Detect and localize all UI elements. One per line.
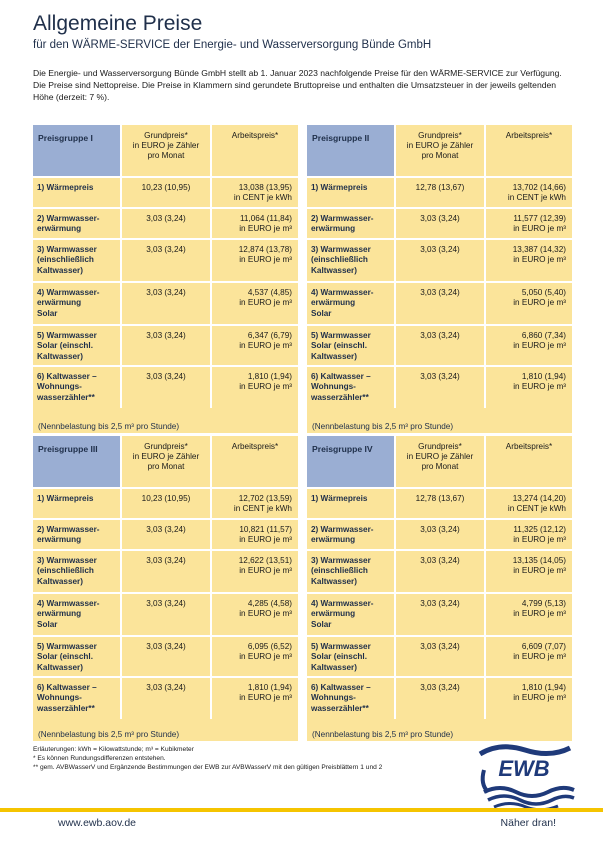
grundpreis-value: 3,03 (3,24) xyxy=(121,550,211,593)
price-table xyxy=(33,125,298,408)
table-row xyxy=(33,208,298,239)
table-row xyxy=(307,177,572,208)
table-row xyxy=(33,366,298,408)
footnotes xyxy=(33,745,382,772)
grundpreis-value: 3,03 (3,24) xyxy=(121,282,211,325)
column-header-grundpreis: Grundpreis* in EURO je Zähler pro Monat xyxy=(121,436,211,488)
arbeitspreis-value: 11,577 (12,39) in EURO je m³ xyxy=(485,208,572,239)
grundpreis-value: 3,03 (3,24) xyxy=(121,636,211,677)
arbeitspreis-value: 13,702 (14,66) in CENT je kWh xyxy=(485,177,572,208)
column-header-arbeitspreis: Arbeitspreis* xyxy=(211,125,298,177)
row-label: 4) Warmwasser- erwärmung Solar xyxy=(33,593,121,636)
table-header-row xyxy=(33,436,298,488)
ewb-logo-icon xyxy=(470,740,580,812)
table-row xyxy=(307,488,572,519)
arbeitspreis-value: 12,622 (13,51) in EURO je m³ xyxy=(211,550,298,593)
arbeitspreis-value: 1,810 (1,94) in EURO je m³ xyxy=(239,683,292,703)
arbeitspreis-value: 4,799 (5,13) in EURO je m³ xyxy=(485,593,572,636)
grundpreis-value: 3,03 (3,24) xyxy=(121,208,211,239)
grundpreis-value: 3,03 (3,24) xyxy=(395,550,485,593)
footnote-avbwasserv: ** gem. AVBWasserV und Ergänzende Bestimmungen der EWB zur AVBWasserV mit den gültigen Preisblättern 1 und 2 xyxy=(33,764,383,771)
arbeitspreis-value: 6,095 (6,52) in EURO je m³ xyxy=(211,636,298,677)
row-label: 2) Warmwasser- erwärmung xyxy=(33,208,121,239)
row-label: 1) Wärmepreis xyxy=(33,177,121,208)
table-row xyxy=(33,325,298,366)
arbeitspreis-value: 1,810 (1,94) in EURO je m³ xyxy=(513,372,566,392)
row-label: 1) Wärmepreis xyxy=(33,488,121,519)
table-row xyxy=(33,593,298,636)
row-label: 3) Warmwasser (einschließlich Kaltwasser) xyxy=(33,550,121,593)
arbeitspreis-value: 12,702 (13,59) in CENT je kWh xyxy=(211,488,298,519)
arbeitspreis-value: 6,347 (6,79) in EURO je m³ xyxy=(211,325,298,366)
table-row xyxy=(33,177,298,208)
row-label: 2) Warmwasser- erwärmung xyxy=(33,519,121,550)
price-group-name: Preisgruppe II xyxy=(307,125,395,177)
grundpreis-value: 3,03 (3,24) xyxy=(395,519,485,550)
price-group-4 xyxy=(307,436,572,741)
arbeitspreis-value: 10,821 (11,57) in EURO je m³ xyxy=(211,519,298,550)
column-header-arbeitspreis: Arbeitspreis* xyxy=(211,436,298,488)
table-row xyxy=(33,488,298,519)
table-row xyxy=(307,519,572,550)
nennbelastung-note: (Nennbelastung bis 2,5 m³ pro Stunde) xyxy=(38,730,180,739)
grundpreis-value: 12,78 (13,67) xyxy=(395,177,485,208)
website-link[interactable]: www.ewb.aov.de xyxy=(58,817,137,829)
grundpreis-value: 12,78 (13,67) xyxy=(395,488,485,519)
price-group-name: Preisgruppe III xyxy=(33,436,121,488)
price-group-name: Preisgruppe I xyxy=(33,125,121,177)
slogan: Näher dran! xyxy=(500,817,556,829)
row-label: 5) Warmwasser Solar (einschl. Kaltwasser) xyxy=(33,325,121,366)
table-row xyxy=(33,282,298,325)
row-label: 5) Warmwasser Solar (einschl. Kaltwasser) xyxy=(307,325,395,366)
footer-accent-bar xyxy=(0,808,603,812)
row-label: 2) Warmwasser- erwärmung xyxy=(307,208,395,239)
price-group-3 xyxy=(33,436,298,741)
arbeitspreis-value: 6,860 (7,34) in EURO je m³ xyxy=(485,325,572,366)
row-label: 5) Warmwasser Solar (einschl. Kaltwasser) xyxy=(307,636,395,677)
price-table xyxy=(307,125,572,408)
table-row xyxy=(33,677,298,719)
grundpreis-value: 3,03 (3,24) xyxy=(395,636,485,677)
nennbelastung-note: (Nennbelastung bis 2,5 m³ pro Stunde) xyxy=(38,422,180,431)
arbeitspreis-value: 4,537 (4,85) in EURO je m³ xyxy=(211,282,298,325)
arbeitspreis-value: 11,325 (12,12) in EURO je m³ xyxy=(485,519,572,550)
price-group-1 xyxy=(33,125,298,433)
row-label: 6) Kaltwasser – Wohnungs- wasserzähler** xyxy=(33,366,121,408)
arbeitspreis-value: 6,609 (7,07) in EURO je m³ xyxy=(485,636,572,677)
nennbelastung-note: (Nennbelastung bis 2,5 m³ pro Stunde) xyxy=(312,422,454,431)
row-label: 2) Warmwasser- erwärmung xyxy=(307,519,395,550)
column-header-grundpreis: Grundpreis* in EURO je Zähler pro Monat xyxy=(395,436,485,488)
table-row xyxy=(307,677,572,719)
table-row xyxy=(33,239,298,282)
grundpreis-value: 3,03 (3,24) xyxy=(395,325,485,366)
row-label: 4) Warmwasser- erwärmung Solar xyxy=(33,282,121,325)
row-label: 5) Warmwasser Solar (einschl. Kaltwasser) xyxy=(33,636,121,677)
arbeitspreis-value: 12,874 (13,78) in EURO je m³ xyxy=(211,239,298,282)
logo-text: EWB xyxy=(498,756,550,781)
row-label: 3) Warmwasser (einschließlich Kaltwasser) xyxy=(307,239,395,282)
row-label: 6) Kaltwasser – Wohnungs- wasserzähler** xyxy=(33,677,121,719)
arbeitspreis-value: 1,810 (1,94) in EURO je m³ xyxy=(239,372,292,392)
grundpreis-value: 3,03 (3,24) xyxy=(121,519,211,550)
table-row xyxy=(33,550,298,593)
grundpreis-value: 10,23 (10,95) xyxy=(121,177,211,208)
arbeitspreis-value: 13,387 (14,32) in EURO je m³ xyxy=(485,239,572,282)
arbeitspreis-value: 13,135 (14,05) in EURO je m³ xyxy=(485,550,572,593)
grundpreis-value: 3,03 (3,24) xyxy=(395,282,485,325)
arbeitspreis-value: 5,050 (5,40) in EURO je m³ xyxy=(485,282,572,325)
grundpreis-value: 3,03 (3,24) xyxy=(121,366,211,408)
price-table xyxy=(307,436,572,719)
grundpreis-value: 3,03 (3,24) xyxy=(121,239,211,282)
column-header-arbeitspreis: Arbeitspreis* xyxy=(485,436,572,488)
table-header-row xyxy=(307,436,572,488)
intro-text: Die Energie- und Wasserversorgung Bünde GmbH stellt ab 1. Januar 2023 nachfolgende Preise für den WÄRME-SERVICE zur Verfügung. Die Preise sind Nettopreise. Die Preise in Klammern sind gerundete Bruttopreise und enthalten die Umsatzsteuer in der jeweils geltenden Höhe (derzeit: 7 %). xyxy=(33,68,562,103)
grundpreis-value: 3,03 (3,24) xyxy=(395,239,485,282)
footnote-explanations: Erläuterungen: kWh = Kilowattstunde; m³ = Kubikmeter xyxy=(33,746,194,753)
table-row xyxy=(307,593,572,636)
table-row xyxy=(307,636,572,677)
row-label: 3) Warmwasser (einschließlich Kaltwasser) xyxy=(307,550,395,593)
arbeitspreis-value: 4,285 (4,58) in EURO je m³ xyxy=(211,593,298,636)
table-row xyxy=(307,282,572,325)
grundpreis-value: 3,03 (3,24) xyxy=(121,325,211,366)
page-title: Allgemeine Preise xyxy=(33,12,203,35)
row-label: 3) Warmwasser (einschließlich Kaltwasser) xyxy=(33,239,121,282)
row-label: 1) Wärmepreis xyxy=(307,177,395,208)
grundpreis-value: 3,03 (3,24) xyxy=(395,366,485,408)
page-subtitle: für den WÄRME-SERVICE der Energie- und Wasserversorgung Bünde GmbH xyxy=(33,39,432,51)
table-header-row xyxy=(307,125,572,177)
grundpreis-value: 3,03 (3,24) xyxy=(121,677,211,719)
price-table xyxy=(33,436,298,719)
table-row xyxy=(33,519,298,550)
nennbelastung-note: (Nennbelastung bis 2,5 m³ pro Stunde) xyxy=(312,730,454,739)
ewb-logo xyxy=(470,740,580,812)
price-group-name: Preisgruppe IV xyxy=(307,436,395,488)
arbeitspreis-value: 13,038 (13,95) in CENT je kWh xyxy=(211,177,298,208)
table-row xyxy=(33,636,298,677)
price-group-2 xyxy=(307,125,572,433)
table-row xyxy=(307,208,572,239)
footnote-rounding: * Es können Rundungsdifferenzen entstehen. xyxy=(33,755,166,762)
arbeitspreis-value: 13,274 (14,20) in CENT je kWh xyxy=(485,488,572,519)
row-label: 4) Warmwasser- erwärmung Solar xyxy=(307,593,395,636)
table-row xyxy=(307,239,572,282)
row-label: 6) Kaltwasser – Wohnungs- wasserzähler** xyxy=(307,677,395,719)
column-header-grundpreis: Grundpreis* in EURO je Zähler pro Monat xyxy=(121,125,211,177)
row-label: 6) Kaltwasser – Wohnungs- wasserzähler** xyxy=(307,366,395,408)
column-header-grundpreis: Grundpreis* in EURO je Zähler pro Monat xyxy=(395,125,485,177)
table-row xyxy=(307,325,572,366)
row-label: 4) Warmwasser- erwärmung Solar xyxy=(307,282,395,325)
arbeitspreis-value: 11,064 (11,84) in EURO je m³ xyxy=(211,208,298,239)
grundpreis-value: 10,23 (10,95) xyxy=(121,488,211,519)
grundpreis-value: 3,03 (3,24) xyxy=(395,208,485,239)
table-row xyxy=(307,550,572,593)
grundpreis-value: 3,03 (3,24) xyxy=(121,593,211,636)
row-label: 1) Wärmepreis xyxy=(307,488,395,519)
arbeitspreis-value: 1,810 (1,94) in EURO je m³ xyxy=(513,683,566,703)
table-header-row xyxy=(33,125,298,177)
grundpreis-value: 3,03 (3,24) xyxy=(395,677,485,719)
grundpreis-value: 3,03 (3,24) xyxy=(395,593,485,636)
table-row xyxy=(307,366,572,408)
column-header-arbeitspreis: Arbeitspreis* xyxy=(485,125,572,177)
